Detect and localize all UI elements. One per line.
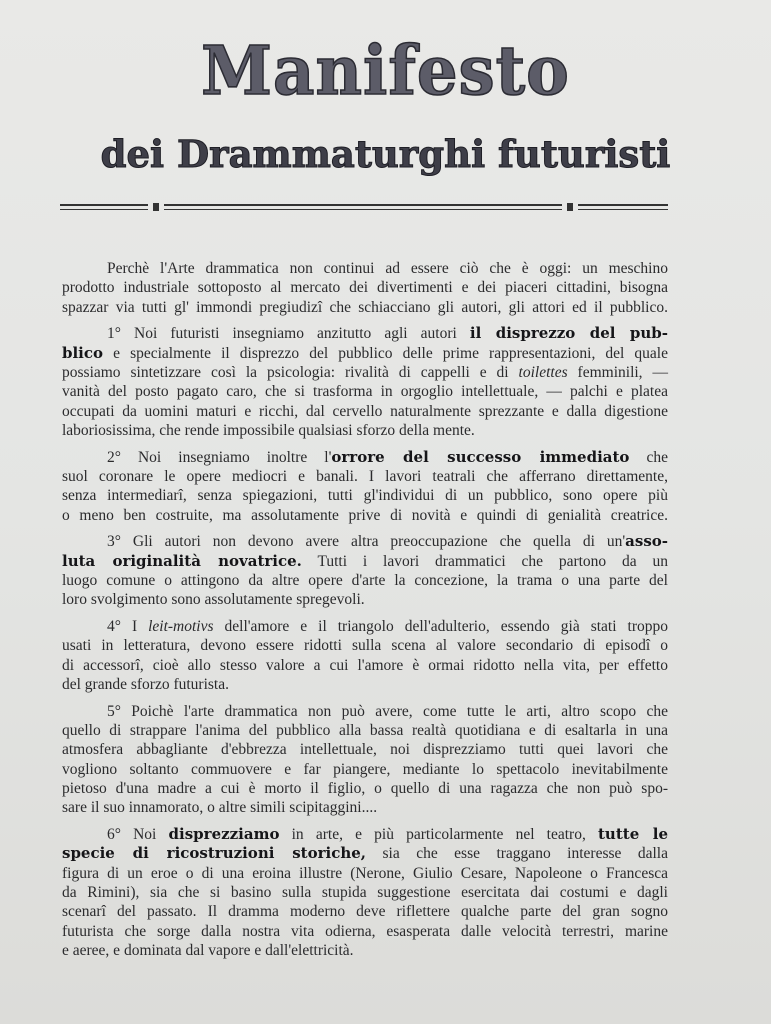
text-run: usati in letteratura, devono essere ridotti sulla scena al valore secondario di episodî o <box>62 637 668 655</box>
text-run: 6° Noi <box>107 826 169 844</box>
rule-segment <box>60 204 148 210</box>
text-run: in arte, e più particolarmente nel teatro, <box>279 826 598 844</box>
text-run: di accessorî, cioè allo stesso valore a cui l'amore è ormai ridotto nella vita, per effetto <box>62 656 668 674</box>
text-line <box>62 617 668 636</box>
italic-text: toilettes <box>518 363 568 381</box>
text-run: 4° I <box>107 618 149 636</box>
text-run: suol coronare le opere mediocri e banali. I lavori teatrali che afferrano direttamente, <box>62 467 668 485</box>
text-line <box>62 702 668 721</box>
text-run: sia che esse traggano interesse dalla <box>366 845 668 863</box>
text-line <box>62 571 668 590</box>
text-line <box>62 922 668 941</box>
text-run: laboriosissima, che rende impossibile qualsiasi sforzo della mente. <box>62 421 475 439</box>
text-run: luogo comune o attingono da altre opere d'arte la concezione, la trama o una parte del <box>62 571 668 589</box>
text-run: 1° Noi futuristi insegniamo anzitutto agli autori <box>107 325 470 343</box>
text-run: femminili, — <box>567 363 668 381</box>
text-run: e specialmente il disprezzo del pubblico delle prime rappresentazioni, del quale <box>103 344 668 362</box>
text-line <box>62 941 668 960</box>
text-run: 5° Poichè l'arte drammatica non può avere, come tutte le arti, altro scopo che <box>107 702 668 720</box>
text-run: pietoso d'una madre a cui è morto il figlio, o quello di una ragazza che non può spo- <box>62 779 668 797</box>
text-line <box>62 798 668 817</box>
text-line <box>62 864 668 883</box>
text-line <box>62 760 668 779</box>
rule-segment <box>164 204 562 210</box>
text-run: senza intermediarî, senza spiegazioni, tutti gl'individui di un pubblico, sono opere più <box>62 487 668 505</box>
text-run: prodotto industriale sottoposto al mercato dei divertimenti e dei piaceri cittadini, bisogna <box>62 279 668 297</box>
text-line <box>62 506 668 525</box>
text-run: spazzar via tutti gl' immondi pregiudizî che schiacciano gli autori, gli attori ed il pubblico. <box>62 298 668 316</box>
text-line <box>62 721 668 740</box>
document-subtitle: dei Drammaturghi futuristi <box>100 132 671 176</box>
text-line <box>62 467 668 486</box>
paragraph-0 <box>62 259 668 317</box>
text-line <box>62 421 668 440</box>
text-run: scenarî del passato. Il dramma moderno deve riflettere qualche parte del gran sogno <box>62 903 668 921</box>
text-run: o meno ben costruite, ma assolutamente prive di novità e quindi di genialità creatrice. <box>62 506 668 524</box>
document-title: Manifesto <box>201 32 570 111</box>
text-line <box>62 740 668 759</box>
bold-text: tutte le <box>598 825 668 844</box>
bold-text: orrore del successo immediato <box>331 447 630 466</box>
text-run: Perchè l'Arte drammatica non continui ad essere ciò che è oggi: un meschino <box>107 260 668 277</box>
paragraph-6 <box>62 825 668 960</box>
paragraph-2 <box>62 448 668 525</box>
text-line <box>62 590 668 609</box>
text-run: e aeree, e dominata dal vapore e dall'elettricità. <box>62 941 354 959</box>
paragraph-4 <box>62 617 668 694</box>
text-line <box>62 448 668 467</box>
text-line <box>62 675 668 694</box>
text-run: vogliono soltanto commuovere e far piangere, mediante lo spettacolo inevitabilmente <box>62 760 668 778</box>
text-run: dell'amore e il triangolo dell'adulterio, essendo già stati troppo <box>213 618 668 636</box>
text-line <box>62 324 668 343</box>
bold-text: blico <box>62 343 104 362</box>
text-line <box>62 902 668 921</box>
text-line <box>62 344 668 363</box>
paragraph-1 <box>62 324 668 440</box>
text-run: che <box>629 448 668 466</box>
text-line <box>62 382 668 401</box>
text-run: del grande sforzo futurista. <box>62 675 229 693</box>
text-line <box>62 883 668 902</box>
text-run: possiamo sintetizzare così la psicologia: rivalità di cappelli e di <box>62 363 519 381</box>
text-line <box>62 779 668 798</box>
paragraph-5 <box>62 702 668 818</box>
text-line <box>62 532 668 551</box>
text-run: occupati da uomini maturi e ricchi, dal cervello naturalmente sprezzante e dalla digestione <box>62 402 668 420</box>
text-run: 3° Gli autori non devono avere altra preoccupazione che quella di un' <box>107 533 626 551</box>
text-run: loro svolgimento sono assolutamente spregevoli. <box>62 591 365 609</box>
text-line <box>62 486 668 505</box>
text-run: vanità del posto pagato caro, che si trasforma in orgoglio intellettuale, — palchi e platea <box>62 383 668 401</box>
text-run: da Rimini), sia che si basino sulla stupida suggestione esercitata dai costumi e dagli <box>62 883 668 901</box>
text-run: sare il suo innamorato, o altre simili scipitaggini.... <box>62 799 378 817</box>
text-run: Tutti i lavori drammatici che partono da un <box>301 552 669 570</box>
text-line <box>62 844 668 863</box>
manifesto-body <box>62 259 668 960</box>
text-run: figura di un eroe o di una eroina illustre (Nerone, Giulio Cesare, Napoleone o Francesca <box>62 864 668 882</box>
text-line <box>62 636 668 655</box>
text-line <box>62 402 668 421</box>
paragraph-3 <box>62 532 668 609</box>
rule-ornament <box>567 203 573 211</box>
text-run: futurista che sorge dalla nostra vita odierna, esasperata dalle velocità terrestri, marine <box>62 922 668 940</box>
text-line <box>62 656 668 675</box>
bold-text: luta originalità novatrice. <box>62 551 302 570</box>
text-line <box>62 552 668 571</box>
text-line <box>62 363 668 382</box>
italic-text: leit-motivs <box>148 618 214 636</box>
text-run: atmosfera abbagliante d'ebbrezza intellettuale, noi disprezziamo tutti quei lavori che <box>62 741 668 759</box>
text-line <box>62 278 668 297</box>
rule-segment <box>578 204 668 210</box>
bold-text: disprezziamo <box>168 825 280 844</box>
text-run: 2° Noi insegniamo inoltre l' <box>107 448 332 466</box>
text-line <box>62 298 668 317</box>
rule-ornament <box>153 203 159 211</box>
text-line <box>62 259 668 278</box>
text-line <box>62 825 668 844</box>
bold-text: il disprezzo del pub- <box>469 324 668 343</box>
bold-text: asso- <box>625 532 668 551</box>
bold-text: specie di ricostruzioni storiche, <box>62 844 367 863</box>
text-run: quello di strappare l'anima del pubblico alla bassa realtà quotidiana e di esaltarla in una <box>62 722 668 740</box>
